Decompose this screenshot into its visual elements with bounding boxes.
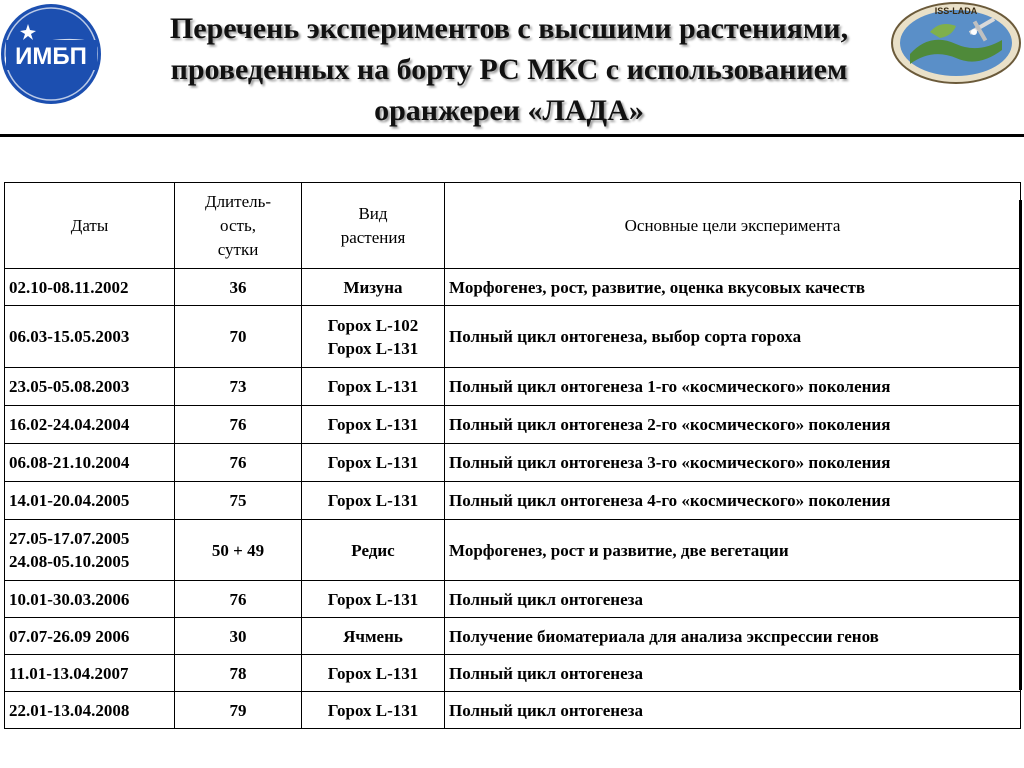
- table-row: [5, 306, 1021, 368]
- date-range: 06.08-21.10.2004: [9, 453, 130, 472]
- plant-name: Горох L-131: [327, 491, 419, 510]
- table-row: [5, 269, 1021, 306]
- date-range: 11.01-13.04.2007: [9, 663, 129, 683]
- plant-name: Горох L-102: [327, 315, 419, 335]
- cell-goal: Полный цикл онтогенеза: [445, 692, 1021, 729]
- date-range: 10.01-30.03.2006: [9, 589, 130, 609]
- experiments-table: [4, 182, 1021, 729]
- header-plant-line: Вид: [358, 203, 388, 223]
- title-line-3: оранжереи «ЛАДА»: [374, 94, 644, 127]
- header-duration: [175, 183, 302, 269]
- cell-duration: 76: [175, 406, 302, 444]
- table-row: [5, 692, 1021, 729]
- cell-dates: [5, 306, 175, 368]
- date-range: 02.10-08.11.2002: [9, 277, 129, 297]
- table-row: [5, 368, 1021, 406]
- cell-plant: [302, 618, 445, 655]
- cell-duration: 36: [175, 269, 302, 306]
- cell-dates: [5, 581, 175, 618]
- plant-name: Горох L-131: [327, 700, 419, 720]
- cell-goal: Полный цикл онтогенеза 2-го «космического» поколения: [445, 406, 1021, 444]
- cell-goal: Полный цикл онтогенеза 3-го «космического» поколения: [445, 444, 1021, 482]
- header-duration-line: ость,: [220, 215, 256, 235]
- plant-name: Мизуна: [343, 277, 403, 297]
- plant-name: Горох L-131: [327, 453, 419, 472]
- plant-name: Ячмень: [343, 626, 403, 646]
- cell-duration: 70: [175, 306, 302, 368]
- date-range: 14.01-20.04.2005: [9, 491, 130, 510]
- cell-dates: [5, 482, 175, 520]
- cell-plant: [302, 655, 445, 692]
- header-duration-line: Длитель-: [204, 191, 272, 211]
- title-line-1: Перечень экспериментов с высшими растениями,: [169, 12, 849, 45]
- cell-plant: [302, 692, 445, 729]
- cell-dates: [5, 406, 175, 444]
- cell-duration: 75: [175, 482, 302, 520]
- plant-name: Горох L-131: [327, 338, 419, 358]
- cell-duration: 76: [175, 581, 302, 618]
- cell-goal: Полный цикл онтогенеза 1-го «космического» поколения: [445, 368, 1021, 406]
- header-dates: Даты: [5, 183, 175, 269]
- title-line-2: проведенных на борту РС МКС с использованием: [170, 53, 848, 86]
- page-title: [100, 8, 918, 131]
- header-plant-line: растения: [340, 227, 406, 247]
- date-range: 16.02-24.04.2004: [9, 415, 130, 434]
- table-row: [5, 444, 1021, 482]
- cell-dates: [5, 618, 175, 655]
- cell-plant: [302, 269, 445, 306]
- table-row: [5, 581, 1021, 618]
- cell-dates: [5, 368, 175, 406]
- plant-name: Горох L-131: [327, 415, 419, 434]
- cell-dates: [5, 269, 175, 306]
- cell-duration: 79: [175, 692, 302, 729]
- cell-plant: [302, 368, 445, 406]
- plant-name: Горох L-131: [327, 377, 419, 396]
- cell-duration: 50 + 49: [175, 520, 302, 581]
- cell-duration: 78: [175, 655, 302, 692]
- table-row: [5, 520, 1021, 581]
- cell-dates: [5, 655, 175, 692]
- cell-duration: 76: [175, 444, 302, 482]
- cell-goal: Морфогенез, рост и развитие, две вегетации: [445, 520, 1021, 581]
- table-row: [5, 406, 1021, 444]
- date-range: 27.05-17.07.2005: [9, 529, 130, 548]
- cell-goal: Полный цикл онтогенеза 4-го «космического» поколения: [445, 482, 1021, 520]
- imbp-logo-text: ИМБП: [15, 43, 87, 70]
- cell-goal: Морфогенез, рост, развитие, оценка вкусовых качеств: [445, 269, 1021, 306]
- cell-dates: [5, 520, 175, 581]
- cell-dates: [5, 444, 175, 482]
- cell-duration: 73: [175, 368, 302, 406]
- cell-plant: [302, 306, 445, 368]
- cell-goal: Полный цикл онтогенеза, выбор сорта гороха: [445, 306, 1021, 368]
- cell-dates: [5, 692, 175, 729]
- header-duration-line: сутки: [217, 239, 259, 259]
- cell-goal: Получение биоматериала для анализа экспрессии генов: [445, 618, 1021, 655]
- cell-plant: [302, 444, 445, 482]
- cell-plant: [302, 581, 445, 618]
- table-row: [5, 618, 1021, 655]
- table-row: [5, 655, 1021, 692]
- cell-goal: Полный цикл онтогенеза: [445, 581, 1021, 618]
- table-header-row: [5, 183, 1021, 269]
- plant-name: Горох L-131: [327, 663, 419, 683]
- cell-duration: 30: [175, 618, 302, 655]
- cell-plant: [302, 482, 445, 520]
- date-range: 07.07-26.09 2006: [9, 626, 130, 646]
- iss-lada-logo-text: ISS-LADA: [934, 6, 978, 16]
- date-range: 23.05-05.08.2003: [9, 377, 130, 396]
- cell-plant: [302, 406, 445, 444]
- cell-goal: Полный цикл онтогенеза: [445, 655, 1021, 692]
- title-divider: [0, 134, 1024, 137]
- header-goals: Основные цели эксперимента: [445, 183, 1021, 269]
- table-row: [5, 482, 1021, 520]
- date-range: 22.01-13.04.2008: [9, 700, 130, 720]
- cell-plant: [302, 520, 445, 581]
- plant-name: Редис: [351, 540, 395, 560]
- imbp-logo: [0, 2, 103, 105]
- date-range: 24.08-05.10.2005: [9, 552, 130, 571]
- header-plant: [302, 183, 445, 269]
- date-range: 06.03-15.05.2003: [9, 327, 130, 346]
- plant-name: Горох L-131: [327, 589, 419, 609]
